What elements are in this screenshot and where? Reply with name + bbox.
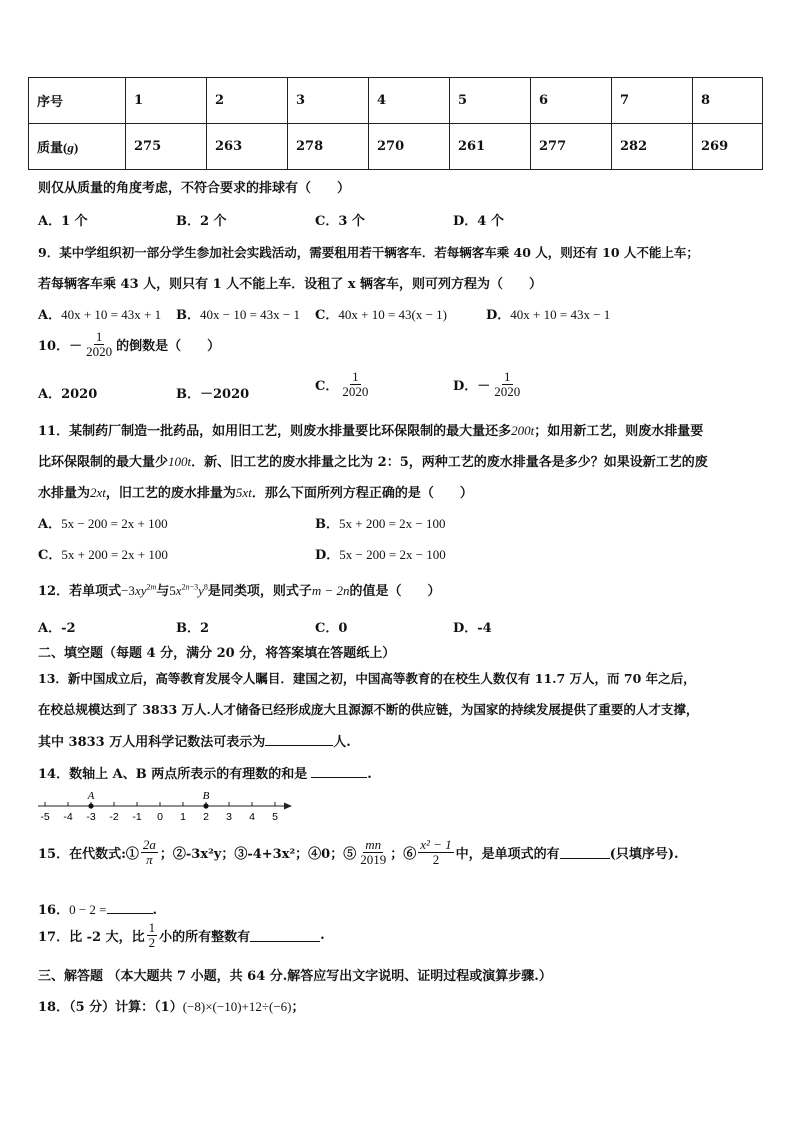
q8-option-d: D．4 个 (453, 214, 504, 229)
q12-option-d: D．-4 (453, 621, 492, 636)
q9-options: A．40x + 10 = 43x + 1 (38, 307, 162, 323)
q10-option-b: B．－2020 (176, 387, 250, 402)
table-cell: 263 (207, 124, 288, 170)
section-3-heading: 三、解答题 （本大题共 7 小题，共 64 分.解答应写出文字说明、证明过程或演算步骤.） (38, 969, 552, 984)
q10-option-c: C． $\frac{1}{2020}$ (315, 369, 369, 399)
q8-stem: 则仅从质量的角度考虑，不符合要求的排球有（ ） (38, 181, 351, 196)
tick-label: -5 (40, 811, 50, 823)
q14-stem: 14．数轴上 A、B 两点所表示的有理数的和是 . (38, 767, 372, 782)
tick-label: 0 (157, 811, 163, 823)
q16-stem: 16．0 − 2 = . (38, 902, 158, 918)
q8-option-b: B．2 个 (176, 214, 227, 229)
table-row (29, 124, 763, 170)
point-b (203, 803, 208, 808)
q11-option-b: B．5x + 200 = 2x − 100 (315, 516, 446, 532)
label-a: A (87, 790, 95, 802)
table-cell: 1 (126, 78, 207, 124)
answer-blank[interactable] (265, 733, 333, 746)
answer-blank[interactable] (250, 929, 320, 942)
answer-blank[interactable] (107, 901, 153, 914)
q9-option-d: D．40x + 10 = 43x − 1 (486, 307, 611, 323)
q8-option-c: C．3 个 (315, 214, 365, 229)
table-cell: 7 (612, 78, 693, 124)
q17-stem: 17．比 -2 大，比 $\frac{1}{2}$ 小的所有整数有 . (38, 920, 325, 950)
q9-line2: 若每辆客车乘 43 人，则只有 1 人不能上车．设租了 x 辆客车，则可列方程为（ ） (38, 277, 543, 292)
q13-line1: 13．新中国成立后，高等教育发展令人瞩目．建国之初，中国高等教育的在校生人数仅有 11.7 万人，而 70 年之后， (38, 671, 696, 686)
tick-label: -2 (109, 811, 119, 823)
tick-label: 5 (272, 811, 278, 823)
table-cell: 5 (450, 78, 531, 124)
mass-table (28, 77, 763, 170)
answer-blank[interactable] (311, 765, 367, 778)
table-cell: 4 (369, 78, 450, 124)
tick-label: 3 (226, 811, 232, 823)
tick-label: -1 (132, 811, 142, 823)
label-b: B (202, 790, 210, 802)
number-line (30, 786, 300, 824)
tick-label: 4 (249, 811, 255, 823)
q12-option-b: B．2 (176, 621, 210, 636)
q11-option-d: D．5x − 200 = 2x − 100 (315, 547, 446, 563)
q10-fraction: $\frac{1}{2020}$ (86, 329, 113, 359)
tick-label: 2 (203, 811, 209, 823)
table-cell: 277 (531, 124, 612, 170)
table-cell: 261 (450, 124, 531, 170)
q11-line3: 水排量为2xt，旧工艺的废水排量为5xt．那么下面所列方程正确的是（ ） (38, 485, 473, 501)
table-cell: 6 (531, 78, 612, 124)
table-cell: 282 (612, 124, 693, 170)
q12-option-a: A．-2 (38, 621, 76, 636)
q9-option-c: C．40x + 10 = 43(x − 1) (315, 307, 448, 323)
q8-option-a: A．1 个 (38, 214, 88, 229)
q12-stem: 12．若单项式$-3xy^{2m}$与$5x^{2n-3}y^8$是同类项，则式子m − 2n的值是（ ） (38, 582, 441, 599)
q10-option-a: A．2020 (38, 387, 98, 402)
table-cell: 序号 (29, 78, 126, 124)
point-a (88, 803, 93, 808)
table-cell: 2 (207, 78, 288, 124)
tick-label: -3 (86, 811, 96, 823)
q11-option-a: A．5x − 200 = 2x + 100 (38, 516, 168, 532)
q15-stem: 15．在代数式:① $\frac{2a}{\pi}$ ；②-3x²y；③-4+3x²；④0；⑤ $\frac{mn}{2019}$ ；⑥ $\frac{\text{x² − 1}}{2}$ 中，是单项式的有 (只填序号). (38, 837, 679, 867)
q13-line3: 其中 3833 万人用科学记数法可表示为 人. (38, 735, 351, 750)
table-cell: 8 (693, 78, 763, 124)
q18-stem: 18．（5 分）计算：（1）(−8)×(−10)+12÷(−6)； (38, 999, 305, 1015)
q10-option-d: D． － $\frac{1}{2020}$ (453, 369, 521, 399)
q11-line1: 11．某制药厂制造一批药品，如用旧工艺，则废水排量要比环保限制的最大量还多200t；如用新工艺，则废水排量要 (38, 423, 704, 439)
answer-blank[interactable] (560, 846, 610, 859)
q12-option-c: C．0 (315, 621, 348, 636)
table-cell: 270 (369, 124, 450, 170)
tick-label: -4 (63, 811, 73, 823)
q11-line2: 比环保限制的最大量少100t．新、旧工艺的废水排量之比为 2：5，两种工艺的废水排量各是多少？如果设新工艺的废 (38, 454, 708, 470)
table-cell: 269 (693, 124, 763, 170)
table-cell: 3 (288, 78, 369, 124)
q9-option-b: B．40x − 10 = 43x − 1 (176, 307, 300, 323)
section-2-heading: 二、填空题（每题 4 分，满分 20 分，将答案填在答题纸上） (38, 646, 396, 661)
q9-line1: 9．某中学组织初一部分学生参加社会实践活动，需要租用若干辆客车．若每辆客车乘 40 人，则还有 10 人不能上车； (38, 245, 699, 260)
q10-stem: 10． － $\frac{1}{2020}$ 的倒数是（ ） (38, 329, 221, 359)
number-line-ticks (40, 802, 278, 823)
table-row-label: 质量(g) (29, 124, 126, 170)
q13-line2: 在校总规模达到了 3833 万人.人才储备已经形成庞大且源源不断的供应链，为国家的持续发展提供了重要的人才支撑， (38, 702, 699, 717)
table-cell: 275 (126, 124, 207, 170)
arrow-icon (284, 803, 292, 810)
q11-option-c: C．5x + 200 = 2x + 100 (38, 547, 168, 563)
table-header-row (29, 78, 763, 124)
tick-label: 1 (180, 811, 186, 823)
table-cell: 278 (288, 124, 369, 170)
